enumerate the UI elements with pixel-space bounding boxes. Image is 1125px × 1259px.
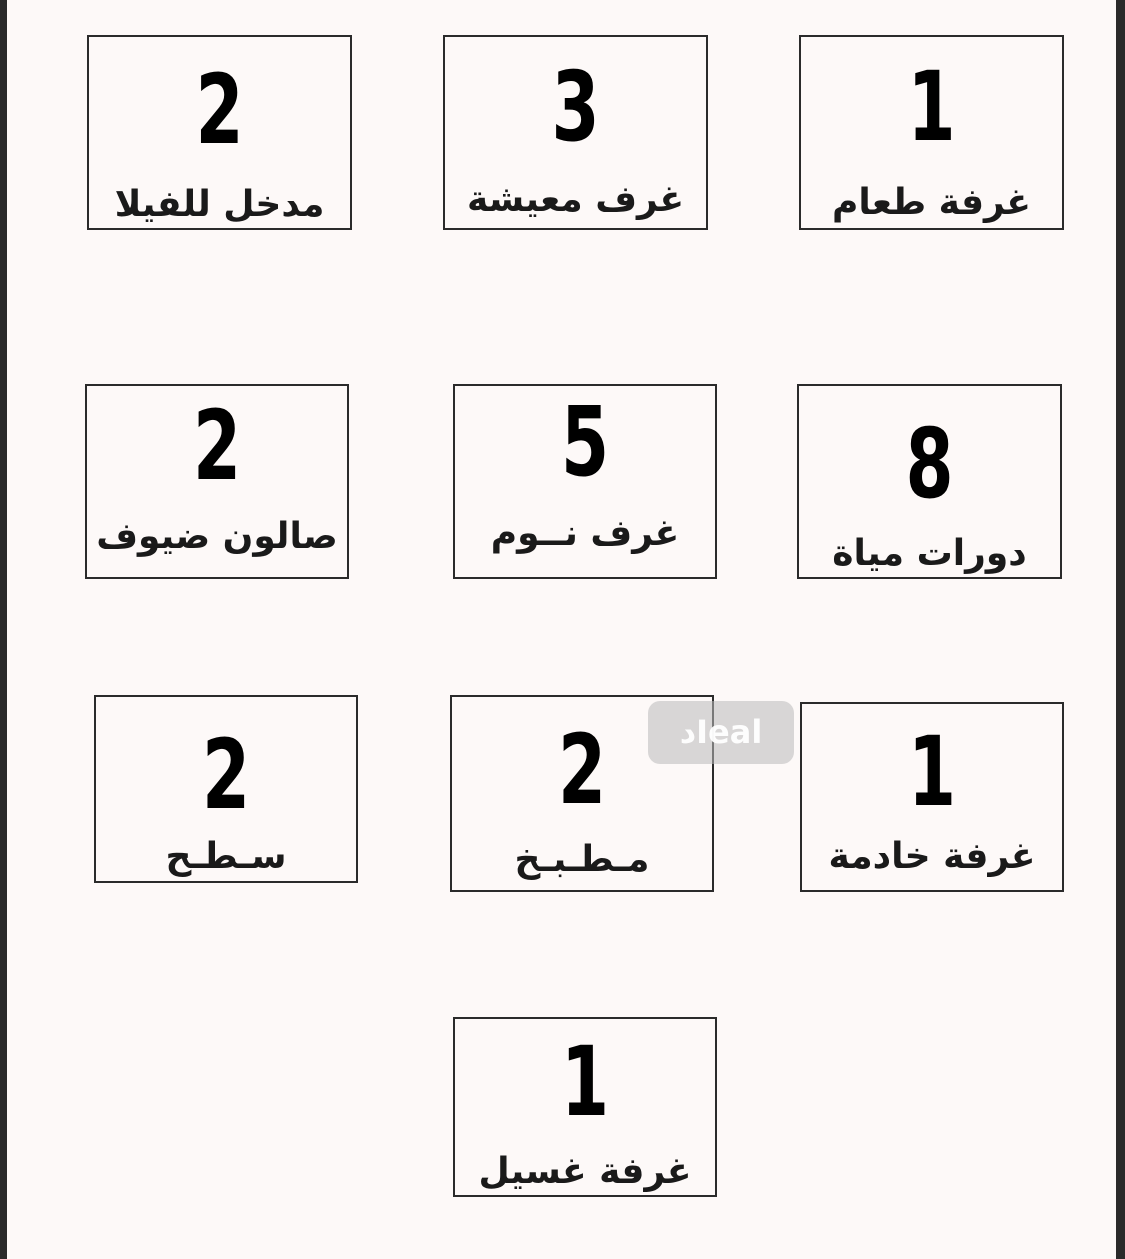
card-dining-room: [799, 35, 1064, 230]
card-number: 2: [557, 714, 607, 826]
left-frame-edge: [0, 0, 7, 1259]
card-number: 1: [907, 51, 956, 163]
card-label: دورات مياة: [832, 533, 1027, 574]
card-number: 1: [907, 716, 957, 828]
card-maid-room: [800, 702, 1064, 892]
card-number: 1: [560, 1026, 610, 1138]
card-roof: [94, 695, 358, 883]
card-guest-salon: [85, 384, 349, 579]
deal-watermark-logo: دIeal: [648, 701, 794, 764]
card-number: 3: [551, 51, 600, 163]
card-label: مدخل للفيلا: [114, 184, 325, 225]
card-number: 2: [201, 719, 251, 831]
card-label: صالون ضيوف: [96, 516, 338, 557]
card-number: 8: [905, 408, 954, 520]
card-laundry-room: [453, 1017, 717, 1197]
card-label: غرفة خادمة: [828, 836, 1036, 877]
card-bedrooms: [453, 384, 717, 579]
card-living-rooms: [443, 35, 708, 230]
card-bathrooms: [797, 384, 1062, 579]
card-label: غرفة غسيل: [478, 1151, 692, 1192]
card-number: 2: [195, 54, 244, 166]
card-label: مـطـبـخ: [514, 839, 650, 880]
card-number: 2: [192, 390, 242, 502]
card-label: غرفة طعام: [831, 182, 1032, 223]
card-label: غرف نــوم: [490, 513, 680, 554]
right-frame-edge: [1116, 0, 1125, 1259]
card-number: 5: [560, 386, 610, 498]
card-label: سـطـح: [165, 836, 287, 877]
card-label: غرف معيشة: [466, 179, 685, 220]
card-villa-entrance: [87, 35, 352, 230]
